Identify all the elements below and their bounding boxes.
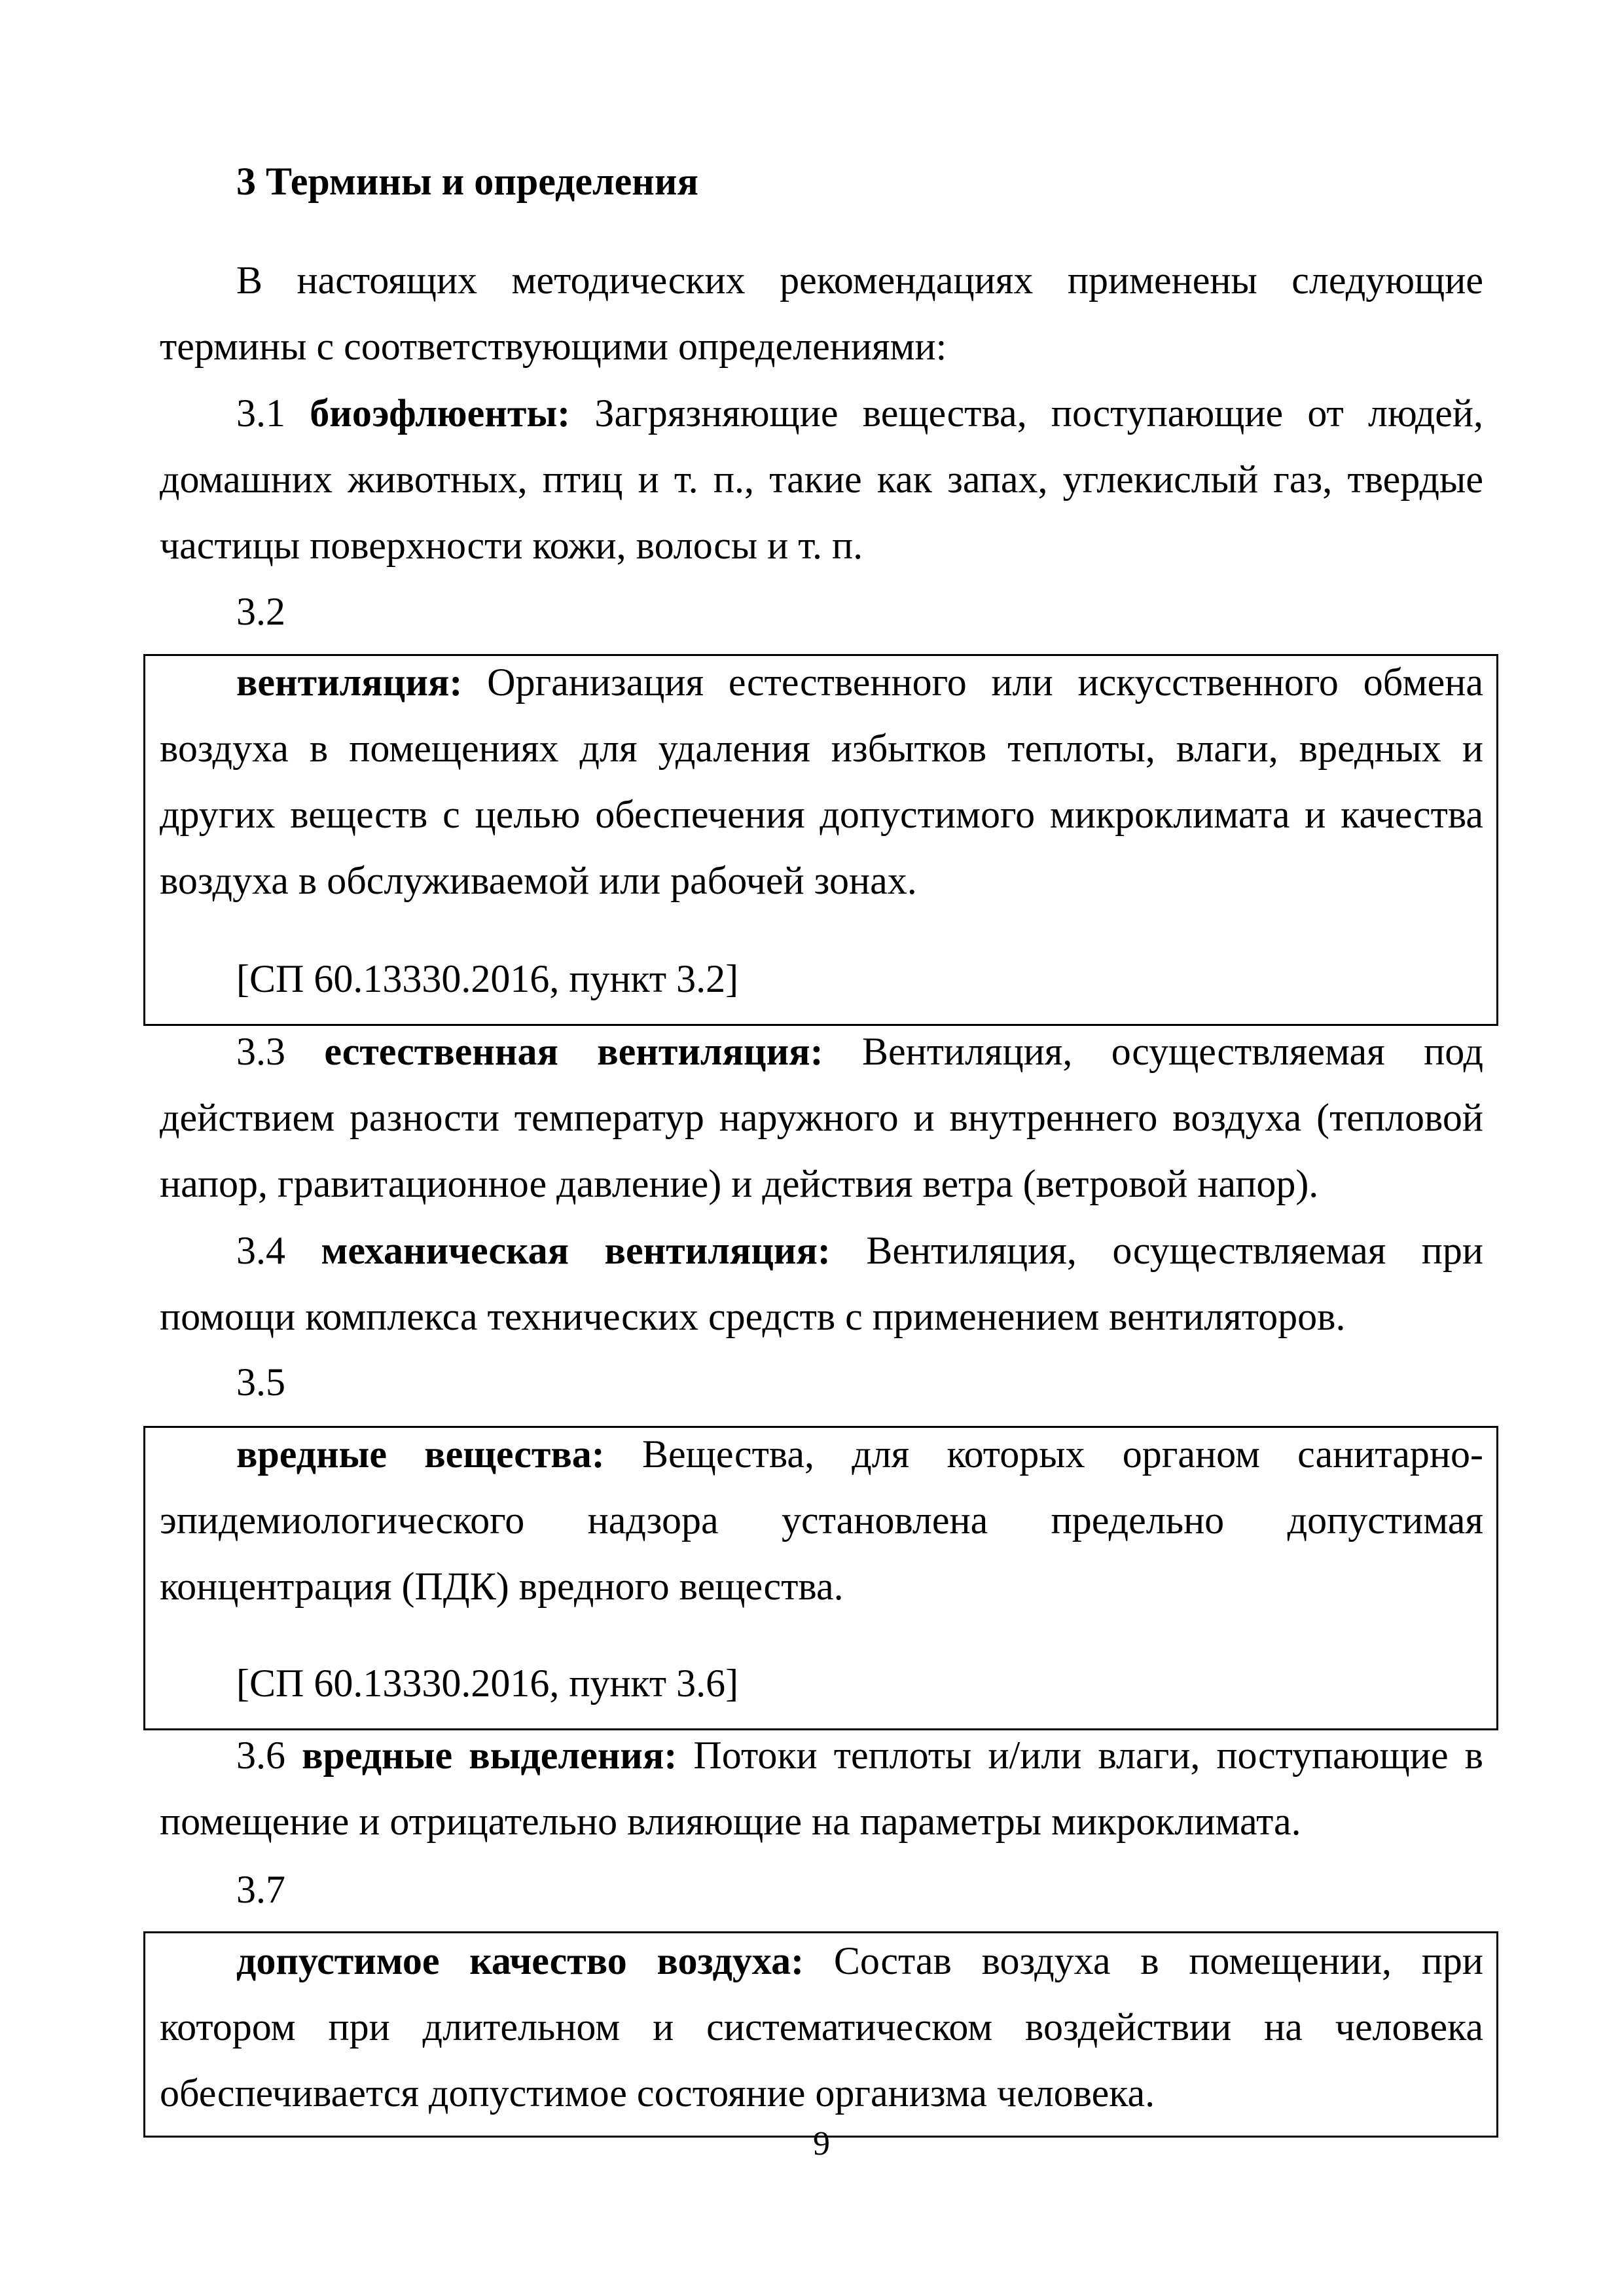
term-3-5: вредные вещества: Вещества, для которых органом санитарно-эпидемиологического надзора установлена предельно допустимая концентрация (ПДК) вредного вещества. <box>160 1432 1484 1608</box>
term-3-5-source: [СП 60.13330.2016, пункт 3.6] <box>236 1662 739 1705</box>
term-3-3: 3.3 естественная вентиляция: Вентиляция, осуществляемая под действием разности температур наружного и внутреннего воздуха (тепловой напор, гравитационное давление) и действия ветра (ветровой напор). <box>160 1030 1483 1205</box>
section-heading: 3 Термины и определения <box>236 160 698 203</box>
intro-paragraph: В настоящих методических рекомендациях применены следующие термины с соответствующими определениями: <box>160 259 1483 368</box>
term-3-1: 3.1 биоэфлюенты: Загрязняющие вещества, поступающие от людей, домашних животных, птиц и т. п., такие как запах, углекислый газ, твердые частицы поверхности кожи, волосы и т. п. <box>160 392 1484 567</box>
term-3-2-number: 3.2 <box>236 590 285 633</box>
term-3-4: 3.4 механическая вентиляция: Вентиляция, осуществляемая при помощи комплекса технических средств с применением вентиляторов. <box>160 1229 1484 1338</box>
page-number: 9 <box>813 2125 830 2162</box>
term-3-5-number: 3.5 <box>236 1360 285 1404</box>
term-3-2: вентиляция: Организация естественного или искусственного обмена воздуха в помещениях для удаления избытков теплоты, влаги, вредных и других веществ с целью обеспечения допустимого микроклимата и качества воздуха в обслуживаемой или рабочей зонах. <box>160 661 1483 902</box>
term-3-7-number: 3.7 <box>236 1868 285 1911</box>
term-3-6: 3.6 вредные выделения: Потоки теплоты и/или влаги, поступающие в помещение и отрицательно влияющие на параметры микроклимата. <box>160 1734 1483 1843</box>
term-3-2-source: [СП 60.13330.2016, пункт 3.2] <box>236 957 739 1000</box>
term-3-7: допустимое качество воздуха: Состав воздуха в помещении, при котором при длительном и систематическом воздействии на человека обеспечивается допустимое состояние организма человека. <box>160 1939 1484 2115</box>
